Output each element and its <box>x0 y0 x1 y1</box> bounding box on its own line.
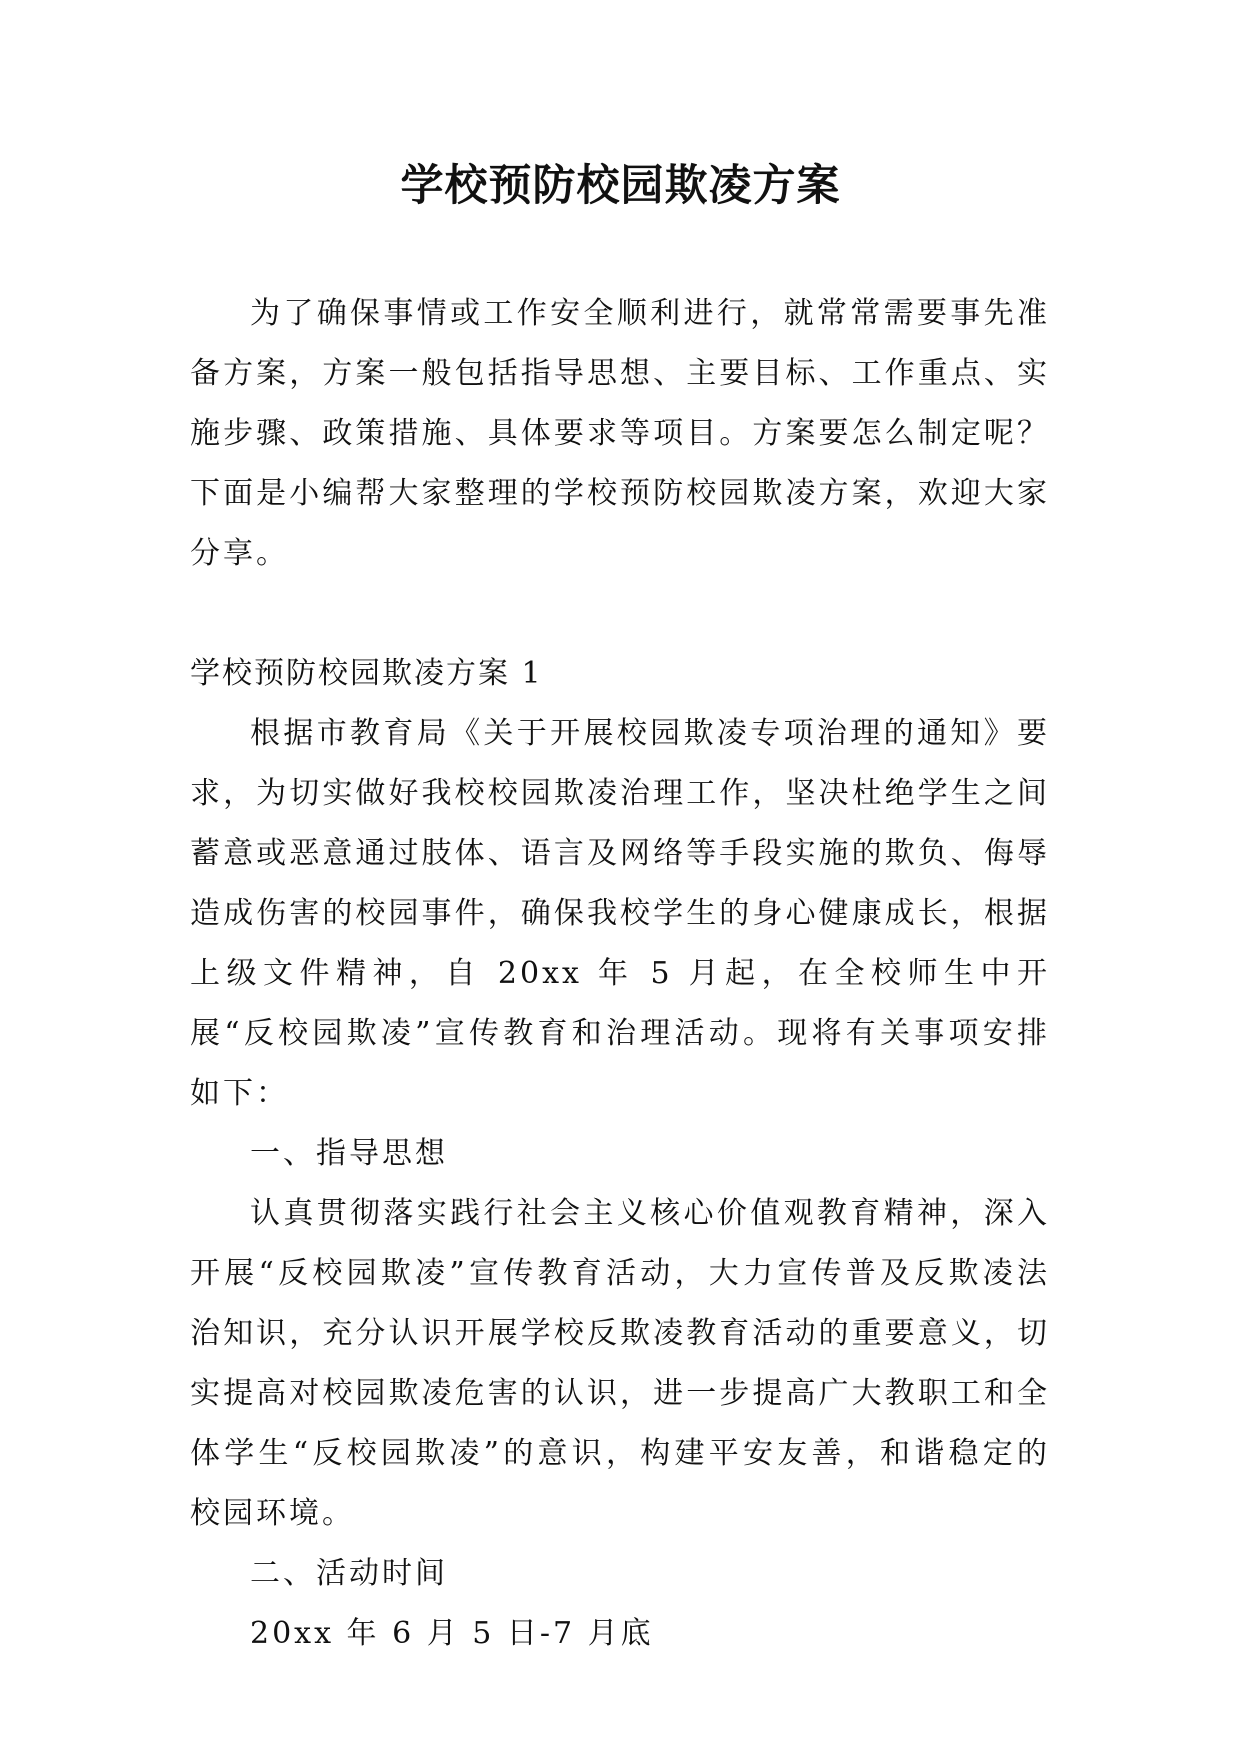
body-paragraph: 认真贯彻落实践行社会主义核心价值观教育精神，深入开展“反校园欺凌”宣传教育活动，大力宣传普及反欺凌法治知识，充分认识开展学校反欺凌教育活动的重要意义，切实提高对校园欺凌危害的认识，进一步提高广大教职工和全体学生“反校园欺凌”的意识，构建平安友善，和谐稳定的校园环境。 <box>190 1196 1050 1531</box>
activity-date-range: 20xx 年 6 月 5 日-7 月底 <box>250 1616 654 1651</box>
heading-activity-time: 二、活动时间 <box>250 1556 448 1591</box>
body-paragraph: 根据市教育局《关于开展校园欺凌专项治理的通知》要求，为切实做好我校校园欺凌治理工作，坚决杜绝学生之间蓄意或恶意通过肢体、语言及网络等手段实施的欺负、侮辱造成伤害的校园事件，确保我校学生的身心健康成长，根据上级文件精神，自 20xx 年 5 月起，在全校师生中开展“反校园欺凌”宣传教育和治理活动。现将有关事项安排如下： <box>190 716 1050 1111</box>
section-heading: 学校预防校园欺凌方案 1 <box>190 656 543 691</box>
document-title: 学校预防校园欺凌方案 <box>400 161 841 211</box>
intro-paragraph: 为了确保事情或工作安全顺利进行，就常常需要事先准备方案，方案一般包括指导思想、主要目标、工作重点、实施步骤、政策措施、具体要求等项目。方案要怎么制定呢？下面是小编帮大家整理的学校预防校园欺凌方案，欢迎大家分享。 <box>190 296 1050 571</box>
document-body <box>190 284 1050 1664</box>
heading-guiding-ideology: 一、指导思想 <box>250 1136 448 1171</box>
